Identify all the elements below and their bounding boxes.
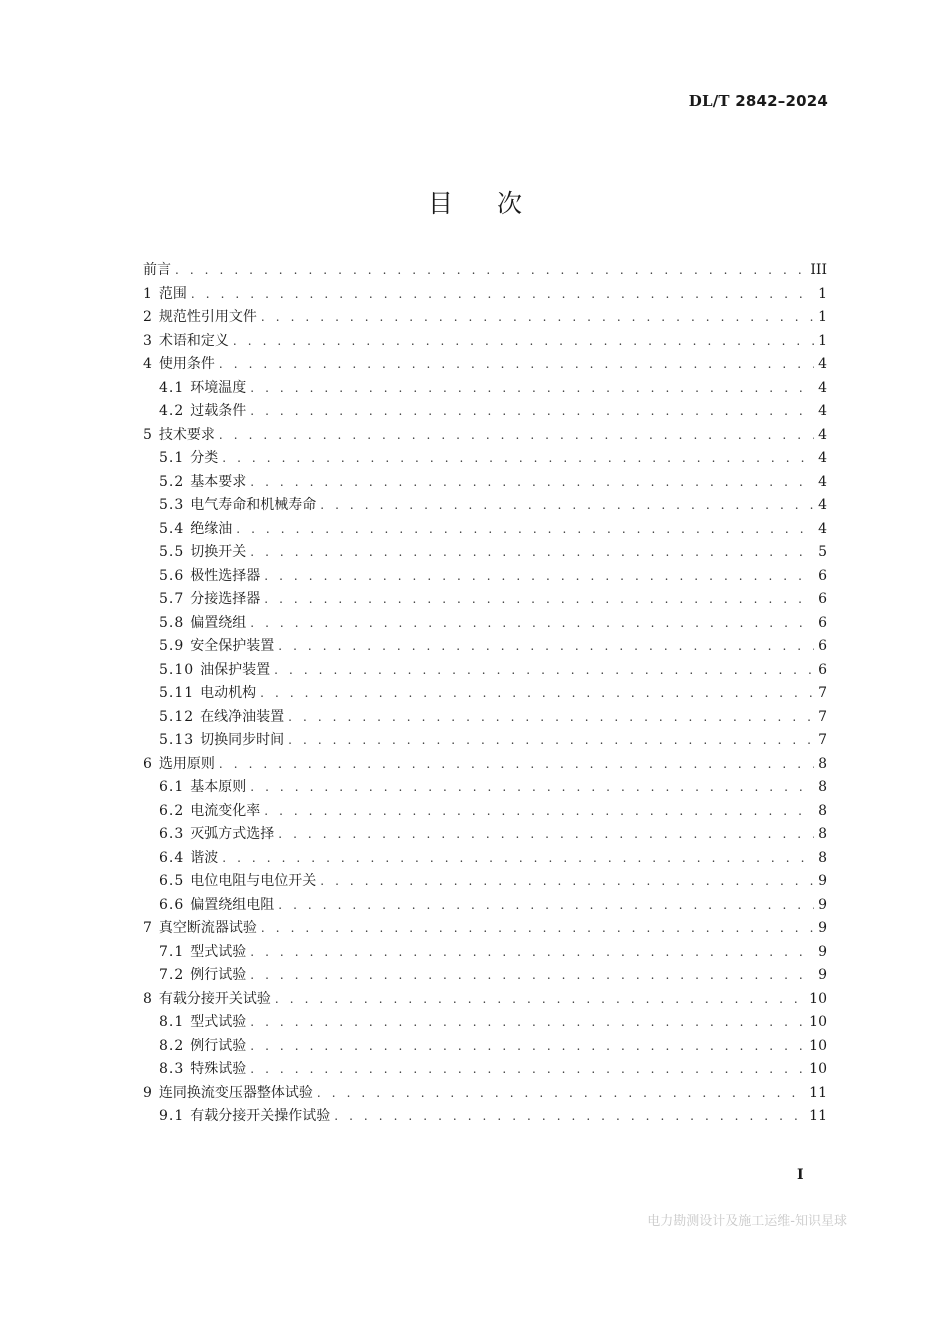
toc-entry-number: 5.9 <box>159 638 185 654</box>
toc-entry-number: 5.13 <box>159 732 195 748</box>
toc-entry-page: 6 <box>818 638 827 654</box>
toc-leader-dots <box>219 753 814 777</box>
toc-entry[interactable] <box>143 283 827 307</box>
toc-leader-dots <box>260 682 814 706</box>
toc-entry-label: 技术要求 <box>158 426 215 443</box>
toc-entry-title <box>143 330 229 354</box>
toc-entry-label: 安全保护装置 <box>190 638 275 654</box>
toc-entry[interactable] <box>143 424 827 448</box>
toc-entry-label: 电位电阻与电位开关 <box>190 873 317 889</box>
toc-entry-number: 5.5 <box>159 544 185 560</box>
toc-leader-dots <box>250 776 814 800</box>
toc-entry-label: 有载分接开关操作试验 <box>190 1108 331 1124</box>
toc-leader-dots <box>191 283 814 307</box>
toc-entry-label: 型式试验 <box>190 1014 247 1030</box>
toc-entry-title <box>159 565 260 589</box>
toc-entry[interactable] <box>143 894 827 918</box>
toc-entry-number: 8.2 <box>159 1037 185 1054</box>
toc-entry-title <box>159 588 260 612</box>
toc-entry-label: 范围 <box>158 285 187 302</box>
toc-entry-page: 10 <box>809 990 827 1007</box>
toc-entry-page: 7 <box>818 685 827 701</box>
toc-entry-number: 6 <box>143 755 153 772</box>
toc-entry-label: 油保护装置 <box>200 661 271 678</box>
toc-title <box>0 184 950 220</box>
toc-entry-label: 切换开关 <box>190 544 247 560</box>
toc-entry-number: 6.1 <box>159 779 185 795</box>
toc-entry-title <box>143 917 257 941</box>
toc-entry[interactable] <box>143 306 827 330</box>
toc-entry-page: 9 <box>818 896 827 913</box>
toc-leader-dots <box>250 941 814 965</box>
toc-entry-number: 5.6 <box>159 567 185 584</box>
toc-leader-dots <box>250 1058 805 1082</box>
toc-entry-page: 10 <box>809 1014 827 1030</box>
toc-entry-title <box>159 1035 246 1059</box>
toc-leader-dots <box>250 400 814 424</box>
toc-leader-dots <box>250 1011 805 1035</box>
toc-entry-title <box>159 870 316 894</box>
toc-entry-title <box>143 753 215 777</box>
document-code-prefix: DL/T <box>688 92 730 110</box>
toc-leader-dots <box>233 330 814 354</box>
toc-entry[interactable] <box>143 917 827 941</box>
toc-entry-label: 型式试验 <box>190 943 247 960</box>
toc-entry-number: 5.10 <box>159 661 195 678</box>
toc-entry-title <box>159 1011 246 1035</box>
toc-entry-number: 5 <box>143 426 153 443</box>
toc-entry-number: 9 <box>143 1084 153 1101</box>
toc-entry-title <box>159 659 270 683</box>
toc-entry-number: 5.4 <box>159 520 185 537</box>
toc-entry[interactable] <box>143 330 827 354</box>
toc-entry-label: 特殊试验 <box>190 1061 247 1077</box>
toc-entry-number: 5.8 <box>159 614 185 631</box>
toc-entry-label: 分类 <box>190 450 219 466</box>
toc-entry-title <box>159 612 246 636</box>
toc-leader-dots <box>274 659 814 683</box>
toc-entry-label: 规范性引用文件 <box>158 309 257 325</box>
toc-entry-title <box>143 424 215 448</box>
toc-entry-label: 电动机构 <box>200 685 257 701</box>
toc-entry[interactable] <box>143 259 827 283</box>
toc-entry-number: 4.2 <box>159 403 185 419</box>
toc-entry-page: 9 <box>818 873 827 889</box>
toc-title-char-1: 目 <box>427 189 453 218</box>
toc-leader-dots <box>222 847 814 871</box>
toc-entry-number: 2 <box>143 309 153 325</box>
toc-leader-dots <box>278 635 814 659</box>
toc-entry-number: 7.2 <box>159 967 185 983</box>
toc-entry-page: 1 <box>818 309 827 325</box>
toc-entry-page: 4 <box>818 426 827 443</box>
toc-entry-title <box>159 494 316 518</box>
toc-entry[interactable] <box>143 823 827 847</box>
toc-entry-title <box>143 1082 313 1106</box>
toc-entry-number: 5.7 <box>159 591 185 607</box>
toc-entry[interactable] <box>143 870 827 894</box>
toc-entry-label: 例行试验 <box>190 1037 247 1054</box>
toc-entry-number: 1 <box>143 285 153 302</box>
toc-entry-title <box>143 353 215 377</box>
toc-entry-title <box>159 729 284 753</box>
toc-entry-label: 过载条件 <box>190 403 247 419</box>
toc-entry[interactable] <box>143 541 827 565</box>
toc-entry-page: 8 <box>818 826 827 842</box>
toc-leader-dots <box>222 447 814 471</box>
toc-entry-label: 真空断流器试验 <box>158 920 257 936</box>
toc-entry[interactable] <box>143 1082 827 1106</box>
toc-leader-dots <box>250 541 814 565</box>
document-code <box>689 92 828 110</box>
toc-entry-page: 10 <box>809 1061 827 1077</box>
toc-leader-dots <box>278 823 814 847</box>
toc-entry-number: 5.1 <box>159 450 185 466</box>
toc-entry[interactable] <box>143 353 827 377</box>
toc-entry-label: 连同换流变压器整体试验 <box>158 1084 313 1101</box>
toc-entry-page: 4 <box>818 473 827 490</box>
toc-entry-title <box>159 541 246 565</box>
page-number: I <box>797 1167 804 1183</box>
toc-entry[interactable] <box>143 659 827 683</box>
toc-entry-label: 在线净油装置 <box>200 708 285 725</box>
toc-entry-number: 4 <box>143 356 153 372</box>
toc-entry-title <box>159 776 246 800</box>
toc-entry-title <box>159 635 274 659</box>
toc-entry-title <box>159 1058 246 1082</box>
toc-entry-label: 基本原则 <box>190 779 247 795</box>
toc-entry[interactable] <box>143 682 827 706</box>
toc-entry-page: 8 <box>818 755 827 772</box>
toc-entry-title <box>159 823 274 847</box>
toc-leader-dots <box>288 706 814 730</box>
toc-entry-number: 7.1 <box>159 943 185 960</box>
toc-leader-dots <box>264 588 814 612</box>
toc-entry-page: 9 <box>818 920 827 936</box>
toc-leader-dots <box>261 306 814 330</box>
toc-entry-number: 4.1 <box>159 379 185 396</box>
toc-entry-label: 电流变化率 <box>190 802 261 819</box>
toc-entry-page: 8 <box>818 802 827 819</box>
toc-entry[interactable] <box>143 941 827 965</box>
toc-entry[interactable] <box>143 400 827 424</box>
toc-entry-title <box>143 306 257 330</box>
toc-entry-title <box>159 706 284 730</box>
toc-entry-number: 8.1 <box>159 1014 185 1030</box>
toc-entry-title <box>159 941 246 965</box>
toc-entry[interactable] <box>143 964 827 988</box>
toc-entry-label: 有载分接开关试验 <box>158 990 271 1007</box>
toc-leader-dots <box>175 259 806 283</box>
toc-entry[interactable] <box>143 377 827 401</box>
toc-entry-number: 8 <box>143 990 153 1007</box>
toc-entry-number: 6.6 <box>159 896 185 913</box>
toc-entry-label: 切换同步时间 <box>200 732 285 748</box>
toc-entry-page: 4 <box>818 356 827 372</box>
toc-entry-label: 灭弧方式选择 <box>190 826 275 842</box>
toc-leader-dots <box>288 729 814 753</box>
toc-entry-label: 环境温度 <box>190 379 247 396</box>
toc-entry[interactable] <box>143 518 827 542</box>
toc-entry[interactable] <box>143 1011 827 1035</box>
toc-leader-dots <box>320 494 814 518</box>
toc-entry-page: 6 <box>818 567 827 584</box>
toc-entry-label: 术语和定义 <box>158 332 229 349</box>
toc-entry-title <box>159 377 246 401</box>
toc-entry-title <box>159 518 232 542</box>
toc-entry-number: 7 <box>143 920 153 936</box>
toc-entry-number: 6.4 <box>159 849 185 866</box>
toc-leader-dots <box>320 870 814 894</box>
toc-leader-dots <box>236 518 814 542</box>
toc-entry-title <box>159 800 260 824</box>
toc-entry-number: 6.2 <box>159 802 185 819</box>
toc-entry-page: 11 <box>809 1084 827 1101</box>
toc-entry-title <box>159 964 246 988</box>
toc-entry-page: 9 <box>818 943 827 960</box>
toc-entry-page: 4 <box>818 450 827 466</box>
toc-entry-page: 5 <box>818 544 827 560</box>
toc-entry-number: 5.2 <box>159 473 185 490</box>
table-of-contents <box>143 259 827 1129</box>
toc-entry[interactable] <box>143 753 827 777</box>
toc-entry-page: 1 <box>818 285 827 302</box>
toc-leader-dots <box>250 964 814 988</box>
toc-entry-number: 5.3 <box>159 497 185 513</box>
document-code-number: 2842–2024 <box>735 92 828 110</box>
toc-entry-label: 使用条件 <box>158 356 215 372</box>
toc-entry[interactable] <box>143 635 827 659</box>
toc-leader-dots <box>219 424 814 448</box>
toc-entry-label: 前言 <box>143 262 171 278</box>
toc-entry-page: 11 <box>809 1108 827 1124</box>
toc-leader-dots <box>278 894 814 918</box>
toc-entry-page: 9 <box>818 967 827 983</box>
toc-entry-page: 7 <box>818 708 827 725</box>
toc-entry-page: 1 <box>818 332 827 349</box>
toc-entry-page: 4 <box>818 497 827 513</box>
toc-leader-dots <box>250 471 814 495</box>
toc-leader-dots <box>250 1035 805 1059</box>
toc-entry[interactable] <box>143 565 827 589</box>
toc-entry-page: 4 <box>818 379 827 396</box>
toc-entry-title <box>159 1105 330 1129</box>
toc-entry-title <box>143 259 171 283</box>
toc-entry[interactable] <box>143 612 827 636</box>
toc-entry[interactable] <box>143 1035 827 1059</box>
toc-entry-label: 绝缘油 <box>190 520 233 537</box>
toc-entry-page: 8 <box>818 849 827 866</box>
toc-leader-dots <box>219 353 814 377</box>
toc-entry[interactable] <box>143 729 827 753</box>
watermark: 电力勘测设计及施工运维-知识星球 <box>647 1214 847 1229</box>
toc-leader-dots <box>250 612 814 636</box>
toc-entry[interactable] <box>143 800 827 824</box>
toc-entry-page: 8 <box>818 779 827 795</box>
toc-entry[interactable] <box>143 706 827 730</box>
toc-entry-page: 10 <box>809 1037 827 1054</box>
toc-entry-label: 选用原则 <box>158 755 215 772</box>
toc-entry-title <box>159 400 246 424</box>
toc-entry[interactable] <box>143 1105 827 1129</box>
toc-entry[interactable] <box>143 988 827 1012</box>
toc-entry-label: 例行试验 <box>190 967 247 983</box>
toc-entry-page: 4 <box>818 403 827 419</box>
toc-leader-dots <box>264 565 814 589</box>
toc-entry[interactable] <box>143 588 827 612</box>
toc-entry-page: 6 <box>818 614 827 631</box>
toc-entry-label: 谐波 <box>190 849 219 866</box>
toc-entry-label: 偏置绕组 <box>190 614 247 631</box>
toc-entry[interactable] <box>143 1058 827 1082</box>
toc-entry-label: 基本要求 <box>190 473 247 490</box>
toc-entry-label: 分接选择器 <box>190 591 261 607</box>
toc-entry[interactable] <box>143 847 827 871</box>
toc-entry[interactable] <box>143 776 827 800</box>
toc-entry-page: III <box>810 262 827 278</box>
toc-entry-label: 电气寿命和机械寿命 <box>190 497 317 513</box>
toc-entry-page: 6 <box>818 591 827 607</box>
toc-entry-title <box>159 682 256 706</box>
toc-entry-number: 5.12 <box>159 708 195 725</box>
toc-entry-number: 3 <box>143 332 153 349</box>
toc-leader-dots <box>317 1082 805 1106</box>
toc-entry-label: 极性选择器 <box>190 567 261 584</box>
toc-leader-dots <box>250 377 814 401</box>
toc-title-char-2: 次 <box>497 189 523 218</box>
toc-entry-title <box>159 847 218 871</box>
toc-entry-page: 7 <box>818 732 827 748</box>
toc-entry-title <box>143 988 271 1012</box>
toc-entry-page: 6 <box>818 661 827 678</box>
toc-entry-title <box>159 447 218 471</box>
toc-leader-dots <box>334 1105 805 1129</box>
toc-leader-dots <box>275 988 805 1012</box>
toc-leader-dots <box>264 800 814 824</box>
toc-entry-title <box>143 283 187 307</box>
toc-entry-number: 6.5 <box>159 873 185 889</box>
toc-entry-number: 5.11 <box>159 685 195 701</box>
toc-entry-title <box>159 894 274 918</box>
toc-entry-label: 偏置绕组电阻 <box>190 896 275 913</box>
toc-entry[interactable] <box>143 447 827 471</box>
toc-entry[interactable] <box>143 494 827 518</box>
toc-entry-number: 6.3 <box>159 826 185 842</box>
toc-entry-page: 4 <box>818 520 827 537</box>
toc-entry-number: 8.3 <box>159 1061 185 1077</box>
toc-entry[interactable] <box>143 471 827 495</box>
toc-leader-dots <box>261 917 814 941</box>
toc-entry-title <box>159 471 246 495</box>
toc-entry-number: 9.1 <box>159 1108 185 1124</box>
